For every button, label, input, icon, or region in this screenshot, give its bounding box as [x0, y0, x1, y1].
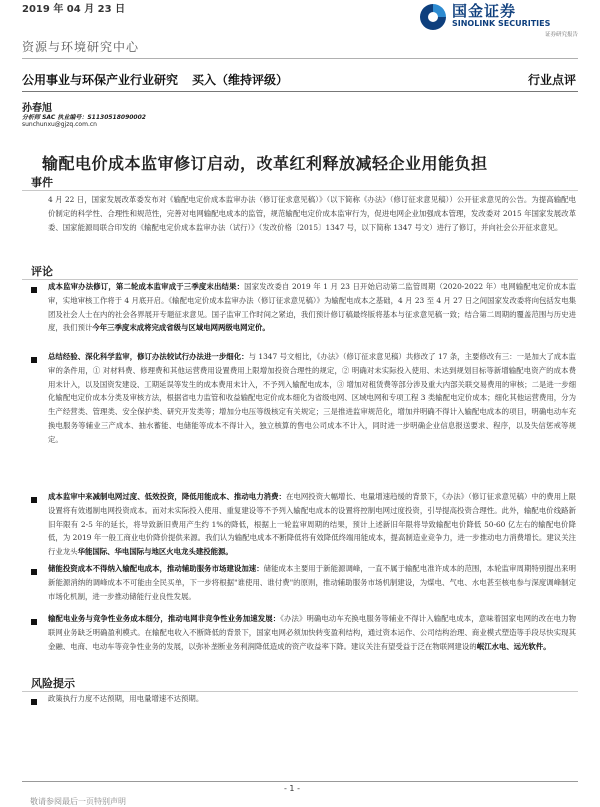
bullet-5-lead: 输配电业务与竞争性业务成本细分，推动电网非竞争性业务加速发展： [48, 614, 281, 623]
bullet-2-text: 与 1347 号文相比，《办法》（修订征求意见稿）共修改了 17 条，主要修改有三：一是加大了成本监审的条件用，① 对材料费、修理费和其他运营费用设置费用上限增加投资合理性的规定，② 明确对未实际投入使用、未达到规划目标等新增输配电资产的成本费用未计入，以及国资发建设、工期延误等发生的成本费用未计入，不予列入输配电成本，③ 增加对租赁费等部分涉及重大内部关联交易费用的审核；二是进一步细化输配电定价成本分类及审核方法，根据省电力监管和收益输配电定价成本细化为省级电网、区域电网和专项工程 3 类输配电定价成本；细化其他运营费用，分为生产经营类、管理类、安全保护类、研究开发类等；增加分电压等级核定有关规定；三是推进监审规范化，增加并明确不得计入输配电成本的项目，明确电动车充换电服务等辅业三产成本、抽水蓄能、电储能等成本不得计入，独立核算的售电公司成本不计入，同时进一步明确企业信息报送要求、程序，以及失信惩戒等规定。 [48, 352, 576, 444]
author-certificate: 分析师 SAC 执业编号：S1130518090002 [22, 114, 146, 121]
header-divider-2 [22, 91, 578, 92]
page-number: - 1 - [284, 784, 300, 793]
bullet-1-lead: 成本监审办法修订，第二轮成本监审成于三季度末出结果： [48, 282, 245, 291]
bullet-4-text: 储能成本主要用于新能源调峰，一直不属于输配电准许成本的范围，本轮监审周期特别提出来明新能源消纳的调峰成本不可能由全民买单，下一步将根据"谁使用、谁付费"的原则，推动辅助服务市场机制建设，为煤电、气电、水电甚至核电参与深度调峰制定市场化机制，进一步推动储能行业良性发展。 [48, 564, 576, 601]
bullet-marker [31, 569, 37, 575]
comment-bullet-4 [48, 562, 576, 603]
logo-chinese-name: 国金证券 [452, 2, 517, 20]
bullet-3-text: 在电网投资大幅增长、电量增速趋缓的背景下，《办法》（修订征求意见稿）中的费用上限设置将有效遏制电网投资成本。而对未实际投入使用、重复建设等不予列入输配电成本的设置将控制电网过度投资，引导提高投资合理性。此外，输配电价线路新旧年限有 2-5 年的延长，将导致新旧费用产生约 1%的降低，根据上一轮监审周期的结果，预计上述新旧年限将导致输配电价降低 50-60 亿左右的输配电价降低，为 2019 年一般工商业电价降价提供来源。我们认为输配电成本不断降低将有效降低终端用能成本，提高制造业竞争力，进一步推动电力消费增长。建议关注行业龙头 [48, 492, 576, 557]
author-email: sunchunxu@gjzq.com.cn [22, 121, 97, 128]
bullet-marker [31, 287, 37, 293]
industry-name: 公用事业与环保产业行业研究 [22, 73, 179, 87]
section-event-divider [22, 190, 578, 191]
bullet-4-lead: 储能投资成本不得纳入输配电成本，推动辅助服务市场建设加速： [48, 564, 264, 573]
bullet-marker [31, 357, 37, 363]
bullet-marker [31, 619, 37, 625]
bullet-5-text: 《办法》明确电动车充换电服务等辅业不得计入输配电成本，意味着国家电网的改在电力物联网业务缺乏明确盈利模式。在输配电收入不断降低的背景下，国家电网必须加快转变盈利结构，通过资本运作、公司结构治理、商业模式塑造等手段尽快实现其金融、电商、电动车等竞争性业务的发展，以弥补垄断业务利润降低造成的资产收益率下降。建议关注有望受益于泛在物联网建设的 [48, 614, 576, 651]
sinolink-logo [418, 0, 578, 40]
comment-bullet-3 [48, 490, 576, 559]
footer-divider [22, 781, 578, 782]
research-center: 资源与环境研究中心 [22, 40, 140, 54]
comment-bullet-1 [48, 280, 576, 335]
rating: 买入（维持评级） [192, 73, 289, 87]
bullet-3-lead: 成本监审中来减制电网过度、低效投资，降低用能成本、推动电力消费： [48, 492, 286, 501]
industry-rating-line [22, 71, 302, 88]
section-comment-heading: 评论 [31, 265, 53, 278]
bullet-1-tail: 今年三季度末成将完成省级与区域电网两级电网定价。 [92, 323, 270, 333]
bullet-marker [31, 699, 37, 705]
sinolink-logo-icon [418, 2, 448, 32]
header-divider [22, 58, 578, 59]
footer-disclaimer: 敬请参阅最后一页特别声明 [30, 797, 126, 806]
bullet-2-lead: 总结经验、深化科学监审，修订办法较试行办法进一步细化： [48, 352, 249, 361]
logo-tagline: 证券研究报告 [544, 32, 578, 38]
author-name: 孙春旭 [22, 103, 52, 114]
bullet-3-tail: 华能国际、华电国际与地区火电龙头建投能源。 [77, 547, 233, 557]
event-paragraph: 4 月 22 日，国家发展改革委发布对《输配电定价成本监审办法（修订征求意见稿）》（以下简称《办法》（修订征求意见稿））公开征求意见的公告。为提高输配电价制定的科学性、合理性和规范性，完善对电网输配电成本的监管，规范输配电定价成本监审行为，促进电网企业加强成本管理，发改委对 2015 年国家发展改革委、国家能源局联合印发的《输配电定价成本监审办法（试行）》（发改价格〔2015〕1347 号，以下简称 1347 号文）进行了修订，并向社会公开征求意见。 [48, 195, 576, 232]
report-date: 2019 年 04 月 23 日 [22, 4, 126, 15]
bullet-5-tail: 岷江水电、远光软件。 [476, 641, 551, 651]
section-risk-heading: 风险提示 [31, 677, 75, 690]
comment-bullet-5 [48, 612, 576, 653]
comment-bullet-2 [48, 350, 576, 447]
logo-english-name: SINOLINK SECURITIES [452, 19, 551, 28]
section-event-heading: 事件 [31, 176, 53, 189]
bullet-1-text: 国家发改委自 2019 年 1 月 23 日开始启动第二监管周期（2020-2022 年）电网输配电定价成本监审，实地审核工作将于 4 月底开启。《输配电定价成本监审办法（修订征求意见稿）》为输配电成本之基础，4 月 23 至 4 月 27 日之间国家发改委将向包括发电集团及社会人士在内的社会各界展开专题征求意见。国子监审工作时间之紧迫，我们预计修订稿最终版将基本与征求意见稿一致；结合第二周期的覆盖范围与历史进度，我们预计 [48, 282, 576, 333]
report-title: 输配电价成本监审修订启动，改革红利释放减轻企业用能负担 [42, 154, 488, 173]
risk-paragraph: 政策执行力度不达预期，用电量增速不达预期。 [48, 694, 204, 703]
bullet-marker [31, 497, 37, 503]
report-type: 行业点评 [527, 73, 576, 87]
